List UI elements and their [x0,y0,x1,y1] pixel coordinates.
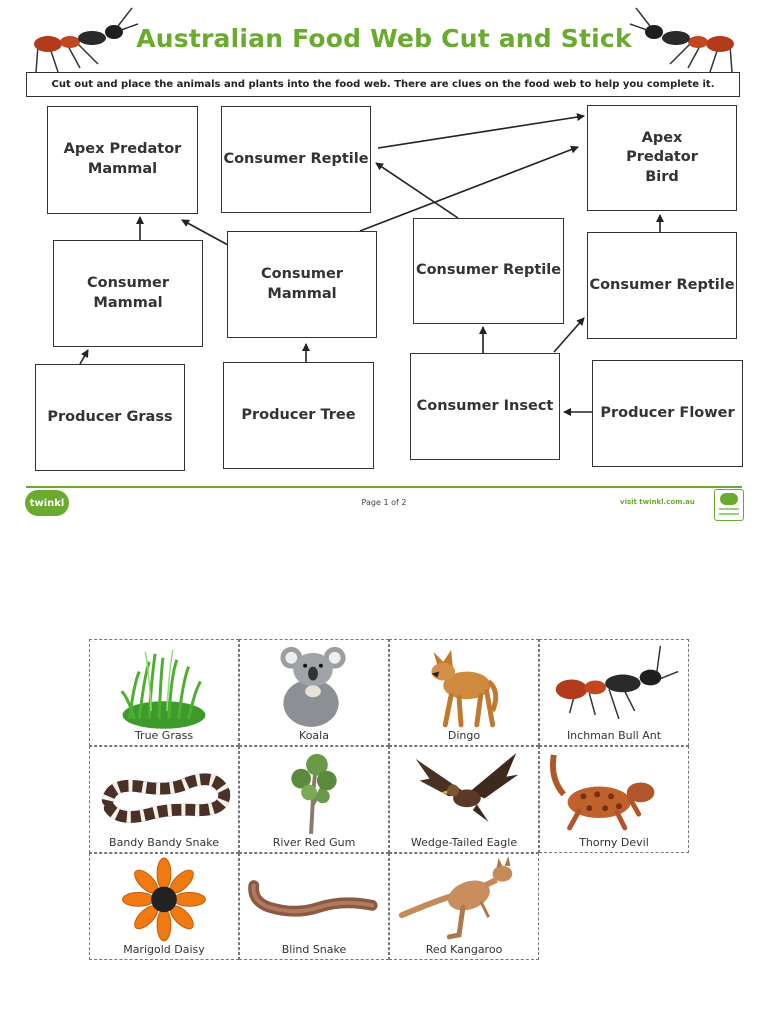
card-label: Thorny Devil [579,836,649,849]
box-producer-grass[interactable]: Producer Grass [35,364,185,471]
box-consumer-mammal-mid[interactable]: Consumer Mammal [227,231,377,338]
card-label: Koala [299,729,329,742]
card-bandy-bandy-snake[interactable] [89,746,239,853]
instructions: Cut out and place the animals and plants into the food web. There are clues on the food web to help you complete it. [26,72,740,97]
twinkl-logo: twinkl [25,490,69,516]
kangaroo-icon [390,856,538,943]
koala-icon [240,642,388,729]
page-number: Page 1 of 2 [361,498,407,507]
card-wedge-tailed-eagle[interactable] [389,746,539,853]
cutout-card-grid [89,639,691,961]
box-producer-tree[interactable]: Producer Tree [223,362,374,469]
card-label: Dingo [447,729,481,742]
card-marigold-daisy[interactable] [89,853,239,960]
ant-icon [540,642,688,729]
lizard-icon [540,749,688,836]
card-label: True Grass [134,729,194,742]
card-label: Bandy Bandy Snake [109,836,219,849]
box-consumer-reptile-mid[interactable]: Consumer Reptile [413,218,564,324]
card-koala[interactable] [239,639,389,746]
card-red-kangaroo[interactable] [389,853,539,960]
box-apex-predator-bird[interactable]: Apex Predator Bird [587,105,737,211]
eagle-icon [390,749,538,836]
page-title: Australian Food Web Cut and Stick [136,24,632,53]
card-dingo[interactable] [389,639,539,746]
card-thorny-devil[interactable] [539,746,689,853]
worm-snake-icon [240,856,388,943]
card-blind-snake[interactable] [239,853,389,960]
footer-divider [26,486,742,488]
grass-icon [90,642,238,729]
dingo-icon [390,642,538,729]
box-producer-flower[interactable]: Producer Flower [592,360,743,467]
card-inchman-bull-ant[interactable] [539,639,689,746]
card-label: Marigold Daisy [123,943,205,956]
arrow [378,116,584,148]
snake-icon [90,749,238,836]
flower-icon [90,856,238,943]
visit-link[interactable]: visit twinkl.com.au [620,498,695,506]
card-label: Wedge-Tailed Eagle [410,836,518,849]
card-true-grass[interactable] [89,639,239,746]
tree-icon [240,749,388,836]
quality-badge-icon [714,489,744,521]
card-river-red-gum[interactable] [239,746,389,853]
card-label: Inchman Bull Ant [566,729,662,742]
box-consumer-reptile-top[interactable]: Consumer Reptile [221,106,371,213]
card-label: River Red Gum [272,836,356,849]
card-label: Red Kangaroo [425,943,503,956]
box-consumer-mammal-left[interactable]: Consumer Mammal [53,240,203,347]
box-consumer-reptile-right[interactable]: Consumer Reptile [587,232,737,339]
arrow [80,350,88,364]
card-label: Blind Snake [281,943,347,956]
box-consumer-insect[interactable]: Consumer Insect [410,353,560,460]
box-apex-predator-mammal[interactable]: Apex Predator Mammal [47,106,198,214]
